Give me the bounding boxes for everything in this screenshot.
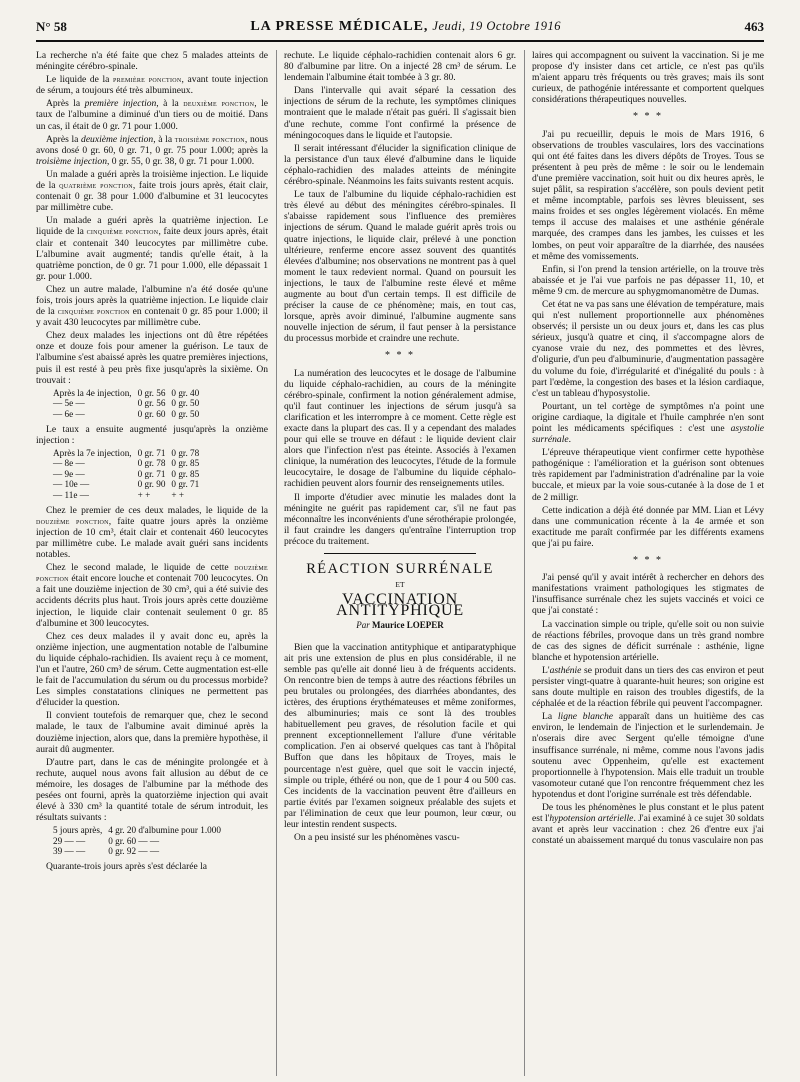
paragraph: Cet état ne va pas sans une élévation de température, mais qui n'est nullement proportionnelle aux phénomènes observés; il persiste un ou deux jours et, dans les cas plus sérieux, jusqu'à quatre et cinq, il s'accompagne alors de cyanose vraie du nez, des pommettes et des lèvres, d'oligurie, d'un peu d'albuminurie, d'augmentation passagère du volume du foie, d'irrégularité et d'inégalité du pouls : à part l'œdème, la congestion des bases et la lésion cardiaque, c'est un tableau d'hyposystolie. xyxy=(532,298,764,399)
paragraph: La vaccination simple ou triple, qu'elle soit ou non suivie de réactions fébriles, provoque dans un très grand nombre de cas des signes de déficit surrénale : asthénie, ligne blanche et hypotension artérielle. xyxy=(532,618,764,663)
paragraph: Cette indication a déjà été donnée par MM. Lian et Lévy dans une communication récente à la 4e armée et son exactitude me paraît confirmée par les différents examens que j'ai pu faire. xyxy=(532,504,764,549)
table-row: — 9e — 0 gr. 71 0 gr. 85 xyxy=(53,468,200,479)
article-divider xyxy=(324,553,476,554)
section-separator-stars: * * * xyxy=(633,555,663,567)
paragraph: rechute. Le liquide céphalo-rachidien contenait alors 6 gr. 80 d'albumine par litre. On a injecté 28 cm³ de sérum. Le lendemain l'albumine était tombée à 3 gr. 80. xyxy=(284,50,516,84)
paragraph: Chez un autre malade, l'albumine n'a été dosée qu'une fois, trois jours après la quatrième injection. Le liquide clair de la cinquième ponction en contenait 0 gr. 85 pour 1.000; il y avait 430 leucocytes par millimètre cube. xyxy=(36,283,268,329)
table-row: Après la 7e injection, 0 gr. 71 0 gr. 78 xyxy=(53,447,200,458)
table-row: — 8e — 0 gr. 78 0 gr. 85 xyxy=(53,458,200,469)
paragraph: Enfin, si l'on prend la tension artérielle, on la trouve très abaissée et je l'ai vue parfois ne pas dépasser 11, 10, et même 9 cm. de mercure au sphygmomanomètre de Dumas. xyxy=(532,263,764,297)
issue-date: Jeudi, 19 Octobre 1916 xyxy=(432,19,561,33)
author-name: Maurice LOEPER xyxy=(372,620,444,631)
paragraph: Le liquide de la première ponction, avant toute injection de sérum, a toujours été très albumineux. xyxy=(36,74,268,97)
article-title-conjunction: ET xyxy=(395,580,405,590)
issue-number: N° 58 xyxy=(36,19,67,34)
section-separator-stars: * * * xyxy=(385,350,415,362)
paragraph: Un malade a guéri après la troisième injection. Le liquide de la quatrième ponction, faite trois jours après, était clair, contenait 0 gr. 38 pour 1.000 d'albumine et 31 leucocytes par millimètre cube. xyxy=(36,168,268,214)
paragraph: Un malade a guéri après la quatrième injection. Le liquide de la cinquième ponction, faite deux jours après, était clair et contenait 340 leucocytes par millimètre cube. L'albumine avait augmenté; tandis qu'elle était, à la quatrième ponction, de 0 gr. 71 pour 1.000, elle dépassait 1 gr. pour 1.000. xyxy=(36,215,268,282)
article-byline: Par Maurice LOEPER xyxy=(356,620,444,631)
paragraph: On a peu insisté sur les phénomènes vascu- xyxy=(294,832,460,844)
paragraph: L'épreuve thérapeutique vient confirmer cette hypothèse pathogénique : l'amélioration et la guérison sont obtenues très rapidement par l'administration d'adrénaline par la voie buccale, et mieux par la voie sous-cutanée à la dose de 1 et de 2 milligr. xyxy=(532,447,764,503)
paragraph: Chez le second malade, le liquide de cette douzième ponction était encore louche et contenait 700 leucocytes. On a fait une douzième injection de 30 cm³, qui a été suivie des accidents décrits plus haut. Trois jours après cette douzième injection, le liquide clair contenait seulement 0 gr. 85 d'albumine et 300 leucocytes. xyxy=(36,562,268,629)
paragraph: Il serait intéressant d'élucider la signification clinique de la persistance d'un taux élevé d'albumine dans le liquide céphalo-rachidien des malades atteints de méningite cérébro-spinale. Néanmoins les faits suivants restent acquis. xyxy=(284,142,516,188)
paragraph: Après la première injection, à la deuxième ponction, le taux de l'albumine a diminué d'un tiers ou de moitié. Dans un cas, il était de 0 gr. 71 pour 1.000. xyxy=(36,98,268,132)
column-2 xyxy=(276,50,516,1076)
column-3 xyxy=(524,50,764,1076)
paragraph: Bien que la vaccination antityphique et antiparatyphique ait pris une extension de plus en plus considérable, il ne semble pas qu'elle ait donné lieu à de fréquents accidents. On rencontre bien de temps à autre des réactions fébriles un peu brutales ou prolongées, des diarrhées abondantes, des ictères, des éruptions érythémateuses et même zoniformes, des albuminuries; mais ce sont là des troubles habituellement peu graves, de résolution facile et qui prennent exceptionnellement l'allure d'une véritable complication. J'en ai observé quelques cas tant à l'hôpital Buffon que dans les hôpitaux de Troyes, mais le pourcentage n'est guère, quel que soit le vaccin injecté, simple ou triple, éthéré ou non, que de 1 pour 4 ou 500 cas. Ces incidents de la vaccination peuvent être d'ailleurs en partie évités par l'examen soigneux préalable des sujets et par l'élimination de ceux que leur poumon, leur cœur, ou leur intestin rendent suspects. xyxy=(284,641,516,830)
albumin-table-1 xyxy=(50,388,202,420)
albumin-table-2 xyxy=(50,448,202,501)
paragraph: J'ai pensé qu'il y avait intérêt à rechercher en dehors des manifestations vraiment pathologiques les stigmates de l'insuffisance surrénale chez les sujets vaccinés et voici ce que j'ai constaté : xyxy=(532,572,764,617)
journal-title: LA PRESSE MÉDICALE, xyxy=(250,19,429,34)
table-row: Après la 4e injection, 0 gr. 56 0 gr. 40 xyxy=(53,387,200,398)
paragraph: L'asthénie se produit dans un tiers des cas environ et peut persister vingt-quatre à quarante-huit heures; son origine est sans doute multiple en raison des troubles digestifs, de la céphalée et de la réaction fébrile qui peuvent l'accompagner. xyxy=(532,664,764,710)
text-columns xyxy=(36,50,764,1076)
paragraph: Il convient toutefois de remarquer que, chez le second malade, le taux de l'albumine avait diminué après la douzième injection, alors que, dans la première hypothèse, il aurait dû augmenter. xyxy=(36,710,268,755)
table-row: 5 jours après, 4 gr. 20 d'albumine pour 1.000 xyxy=(53,825,221,836)
table-row: — 6e — 0 gr. 60 0 gr. 50 xyxy=(53,408,200,419)
paragraph: Après la deuxième injection, à la troisième ponction, nous avons dosé 0 gr. 60, 0 gr. 71, 0 gr. 75 pour 1.000; après la troisième injection, 0 gr. 55, 0 gr. 38, 0 gr. 71 pour 1.000. xyxy=(36,133,268,167)
paragraph: Il importe d'étudier avec minutie les malades dont la méningite ne guérit pas rapidement car, s'il ne faut pas méconnaître les inconvénients d'une sérothérapie prolongée, il faut craindre les dangers qu'entraîne l'interruption trop précoce du traitement. xyxy=(284,491,516,547)
paragraph: J'ai pu recueillir, depuis le mois de Mars 1916, 6 observations de troubles vasculaires, lors des vaccinations qui ont été faites dans les divers dépôts de Troyes. Tous se présentent à peu près de même : le soir ou le lendemain d'une première vaccination, soit huit ou dix heures après, le sujet pâlit, sa respiration s'accélère, son pouls devient petit et même incomptable, parfois ses lèvres bleuissent, ses mains froides et ses ongles légèrement violacés. En même temps il accuse des malaises et une asthénie générale marquée, des crampes dans les jambes, les cuisses et les lombes, on peut voir apparaître de la diarrhée, des nausées et même des vomissements. xyxy=(532,128,764,262)
paragraph: De tous les phénomènes le plus constant et le plus patent est l'hypotension artérielle. J'ai examiné à ce sujet 30 soldats avant et après leur vaccination : chez 26 d'entre eux j'ai constaté un abaissement marqué du tonus vasculaire non pas xyxy=(532,802,764,847)
paragraph: Quarante-trois jours après s'est déclarée la xyxy=(46,861,208,873)
table-row: — 10e — 0 gr. 90 0 gr. 71 xyxy=(53,479,200,490)
table-row: 39 — — 0 gr. 92 — — xyxy=(53,846,160,857)
table-row: 29 — — 0 gr. 60 — — xyxy=(53,835,160,846)
paragraph: La ligne blanche apparaît dans un huitième des cas environ, le lendemain de l'injection et le surlendemain. Je n'oserais dire avec Sergent qu'elle témoigne d'une insuffisance surrénale, ni même, comme nous l'avons jadis soutenu avec Oppenheim, qu'elle est exactement proportionnelle à l'hypotension. Mais elle traduit un trouble vasomoteur cutané que l'on rencontre fréquemment chez les hypotendus et dont l'origine surrénale est très défendable. xyxy=(532,711,764,800)
column-1 xyxy=(36,50,268,1076)
paragraph: Chez deux malades les injections ont dû être répétées onze et douze fois pour amener la guérison. Le taux de l'albumine s'est abaissé après les quatre premières injections, puis il est resté à peu près fixe jusqu'après la sixième. On trouvait : xyxy=(36,330,268,386)
page-header xyxy=(36,14,764,42)
paragraph: Pourtant, un tel cortège de symptômes n'a point une origine cardiaque, la digitale et l'huile camphrée n'en sont point les médicaments spécifiques : c'est une asystolie surrénale. xyxy=(532,400,764,446)
paragraph: Chez ces deux malades il y avait donc eu, après la onzième injection, une augmentation notable de l'albumine du liquide céphalo-rachidien. Ils avaient reçu à ce moment, l'un et l'autre, 260 cm³ de sérum. Cette augmentation est-elle le fait de l'accumulation du sérum ou du processus morbide? Les simples constatations cliniques ne permettent pas d'élucider la question. xyxy=(36,630,268,709)
paragraph: La recherche n'a été faite que chez 5 malades atteints de méningite cérébro-spinale. xyxy=(36,50,268,73)
section-separator-stars: * * * xyxy=(633,111,663,123)
page-number: 463 xyxy=(744,19,764,34)
paragraph: Chez le premier de ces deux malades, le liquide de la douzième ponction, faite quatre jours après la onzième injection de 10 cm³, était clair et contenait 460 leucocytes par millimètre cube. Le malade avait guéri sans incidents notables. xyxy=(36,504,268,561)
table-row: — 5e — 0 gr. 56 0 gr. 50 xyxy=(53,398,200,409)
paragraph: Le taux de l'albumine du liquide céphalo-rachidien est très élevé au début des méningites cérébro-spinales. Il s'abaisse rapidement sous l'influence des premières injections de sérum. Quand le malade guérit après trois ou quatre injections, le liquide clair, prélevé à une ponction ultérieure, renferme encore assez souvent des quantités élevées d'albumine; nos observations ne montrent pas à quel moment le taux redevient normal. Quand on poursuit les injections, le taux de l'albumine reste élevé et même augmente au bout d'un certain temps. Il est difficile de préciser la cause de ce phénomène; mais, en tout cas, lorsque, après avoir diminué, l'albumine augmente sans nouvelle injection de sérum, il faut penser à la persistance du processus morbide et craindre une rechute. xyxy=(284,189,516,345)
albumin-table-3 xyxy=(50,825,224,857)
table-row: — 11e — + + + + xyxy=(53,490,185,501)
paragraph: D'autre part, dans le cas de méningite prolongée et à rechute, auquel nous avons fait allusion au début de ce mémoire, les dosages de l'albumine par la méthode des pesées ont fourni, après la quatorzième injection qui avait élevé à 330 cm³ la quantité totale de sérum introduit, les résultats suivants : xyxy=(36,756,268,824)
paragraph: laires qui accompagnent ou suivent la vaccination. Si je me propose d'y insister dans cet article, ce n'est pas qu'ils m'aient apparu très fréquents ou très graves; mais ils sont curieux, de pathogénie intéressante et comportent quelques considérations thérapeutiques nouvelles. xyxy=(532,50,764,106)
article-title-line2: VACCINATION ANTITYPHIQUE xyxy=(336,591,464,620)
paragraph: Le taux a ensuite augmenté jusqu'après la onzième injection : xyxy=(36,423,268,446)
article-title-line1: RÉACTION SURRÉNALE xyxy=(306,561,494,578)
paragraph: La numération des leucocytes et le dosage de l'albumine du liquide céphalo-rachidien, au cours de la méningite cérébro-spinale, confirment la notion généralement admise, qu'il faut continuer les injections de sérum jusqu'à sa clarification et les interrompre à ce moment. Cette règle est exacte dans la plupart des cas. Il y a cependant des malades pour qui elle se trouve en défaut : le liquide devient clair alors que l'infection n'est pas éteinte. Associés à l'examen clinique, la numération des leucocytes, l'étude de la formule leucocytaire, le dosage de l'albumine du liquide céphalo-rachidien peuvent alors fournir des renseignements utiles. xyxy=(284,367,516,490)
paragraph: Dans l'intervalle qui avait séparé la cessation des injections de sérum de la rechute, les symptômes cliniques montraient que le malade n'était pas guéri. Il s'agissait bien d'une rechute, comme l'ont confirmé la présence de méningocoques dans le liquide et l'autopsie. xyxy=(284,85,516,141)
masthead xyxy=(250,19,561,35)
